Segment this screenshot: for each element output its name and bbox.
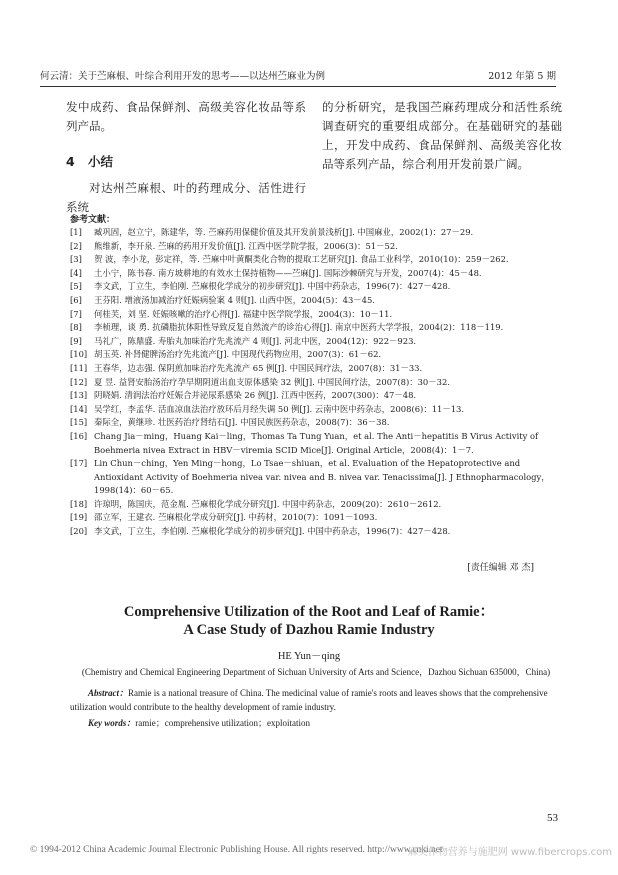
responsible-editor: [责任编辑 邓 杰]: [467, 563, 534, 573]
english-affiliation: (Chemistry and Chemical Engineering Department of Sichuan University of Arts and Science，Dazhou Sichuan 635000，China): [81, 667, 551, 677]
body-paragraph: 的分析研究，是我国苎麻药理成分和活性系统调查研究的重要组成部分。在基础研究的基础上，开发中成药、食品保鲜剂、高级美容化妆品等系列产品，综合利用开发前景广阔。: [322, 100, 562, 171]
watermark-text: 麻类作物营养与施肥网 www.fibercrops.com: [407, 847, 612, 858]
reference-number: [7]: [70, 308, 82, 319]
section-number: 4: [66, 154, 75, 169]
reference-item: [70, 308, 560, 322]
reference-item: [70, 348, 560, 362]
references-list: [70, 226, 560, 539]
reference-text: 臧巩固，赵立宁，陈建华，等. 苎麻药用保健价值及其开发前景浅析[J]. 中国麻业，2002(1)：27－29.: [94, 227, 474, 237]
running-head-title: 何云清：关于苎麻根、叶综合利用开发的思考——以达州苎麻业为例: [40, 71, 326, 82]
reference-number: [2]: [70, 240, 82, 251]
reference-text: 马礼广，陈鼎盛. 寿胎丸加味治疗先兆流产 4 则[J]. 河北中医，2004(12)：922－923.: [94, 335, 417, 346]
reference-text: 李桢理，谈 勇. 抗磷脂抗体阳性导致反复自然流产的诊治心得[J]. 南京中医药大学学报，2004(2)：118－119.: [94, 322, 504, 333]
english-abstract: [70, 686, 558, 714]
reference-text: Chang Jia－ming，Huang Kai－ling，Thomas Ta Tung Yuan，et al. The Anti－hepatitis B Virus Activity of Boehmeria nivea Extract in HBV－viremia SCID Mice[J]. Original Article，2008(4)：1－7.: [94, 430, 539, 455]
running-head-issue: 2012 年第 5 期: [488, 71, 556, 82]
reference-text: 土小宁，陈书春. 南方坡耕地的有效水土保持植物——苎麻[J]. 国际沙棘研究与开发，2007(4)：45－48.: [94, 267, 482, 278]
reference-number: [13]: [70, 390, 88, 401]
reference-number: [12]: [70, 376, 88, 387]
reference-item: [70, 403, 560, 417]
reference-text: 李文武，丁立生，李伯刚. 苎麻根化学成分的初步研究[J]. 中国中药杂志，1996(7)：427－428.: [94, 526, 451, 537]
reference-number: [16]: [70, 430, 88, 441]
reference-item: [70, 389, 560, 403]
reference-item: [70, 498, 560, 512]
reference-number: [1]: [70, 227, 82, 237]
reference-item: [70, 321, 560, 335]
page-number: 53: [547, 812, 558, 824]
reference-number: [18]: [70, 498, 88, 509]
reference-text: 许琼明，陈国庆，范金胤. 苎麻根化学成分研究[J]. 中国中药杂志，2009(20)：2610－2612.: [94, 498, 442, 509]
header-rule: [40, 86, 556, 87]
reference-text: 熊维新，李开泉. 苎麻的药用开发价值[J]. 江西中医学院学报，2006(3)：51－52.: [94, 240, 398, 251]
reference-number: [19]: [70, 512, 88, 523]
reference-number: [6]: [70, 294, 82, 305]
reference-item: [70, 430, 560, 457]
keywords-text: ramie；comprehensive utilization；exploitation: [135, 718, 310, 728]
reference-number: [14]: [70, 403, 88, 414]
english-title-line2: A Case Study of Dazhou Ramie Industry: [183, 622, 435, 638]
reference-number: [3]: [70, 254, 82, 265]
reference-item: [70, 226, 560, 240]
copyright-notice: © 1994-2012 China Academic Journal Electronic Publishing House. All rights reserved. http://www.cnki.net: [30, 845, 443, 855]
reference-number: [8]: [70, 322, 82, 333]
reference-number: [9]: [70, 335, 82, 346]
reference-text: 李文武，丁立生，李伯刚. 苎麻根化学成分的初步研究[J]. 中国中药杂志，1996(7)：427－428.: [94, 281, 451, 292]
reference-item: [70, 280, 560, 294]
reference-text: 秦际全，黄继珍. 壮医药治疗肾结石[J]. 中国民族医药杂志，2008(7)：36－38.: [94, 417, 390, 428]
reference-item: [70, 267, 560, 281]
body-column-right: [322, 98, 562, 174]
reference-item: [70, 253, 560, 267]
reference-text: Lin Chun－ching，Yen Ming－hong，Lo Tsae－shiuan，et al. Evaluation of the Hepatoprotective and Antioxidant Activity of Boehmeria nivea var. nivea and B. nivea var. Tenacissima[J]. J Ethnopharmacology，1998(14)：60－65.: [94, 458, 550, 496]
english-keywords: [70, 716, 558, 729]
reference-text: 王春华，边志强. 保阴煎加味治疗先兆流产 65 例[J]. 中国民间疗法，2007(8)：31－33.: [94, 362, 423, 373]
reference-number: [20]: [70, 526, 88, 537]
reference-text: 邵立军，王建衣. 苎麻根化学成分研究[J]. 中药材，2010(7)：1091－1093.: [94, 512, 378, 523]
reference-number: [17]: [70, 458, 88, 469]
english-title-line1: Comprehensive Utilization of the Root and Leaf of Ramie：: [123, 604, 495, 620]
reference-number: [4]: [70, 267, 82, 278]
reference-text: 夏 昱. 益肾安胎汤治疗孕早期阴道出血支原体感染 32 例[J]. 中国民间疗法，2007(8)：30－32.: [94, 376, 450, 387]
body-column-left: [66, 98, 306, 217]
reference-item: [70, 335, 560, 349]
body-paragraph: 发中成药、食品保鲜剂、高级美容化妆品等系列产品。: [66, 100, 306, 133]
reference-number: [11]: [70, 362, 88, 373]
reference-text: 胡玉英. 补肾健脾汤治疗先兆流产[J]. 中国现代药物应用，2007(3)：61－62.: [94, 349, 382, 360]
references-heading: 参考文献：: [70, 215, 116, 225]
reference-text: 吴学红，李孟华. 活血凉血法治疗放环后月经失调 50 例[J]. 云南中医中药杂志，2008(6)：11－13.: [94, 403, 465, 414]
reference-number: [5]: [70, 281, 82, 292]
reference-item: [70, 511, 560, 525]
keywords-label: Key words：: [88, 718, 136, 728]
english-author: HE Yun－qing: [277, 651, 341, 662]
reference-item: [70, 525, 560, 539]
reference-text: 贺 波，李小龙，彭定祥，等. 苎麻中叶黄酮类化合物的提取工艺研究[J]. 食品工业科学，2010(10)：259－262.: [94, 254, 509, 265]
reference-item: [70, 240, 560, 254]
reference-item: [70, 362, 560, 376]
reference-number: [15]: [70, 417, 88, 428]
body-paragraph: 对达州苎麻根、叶的药理成分、活性进行系统: [66, 181, 306, 214]
section-heading: [66, 152, 306, 171]
reference-item: [70, 294, 560, 308]
reference-item: [70, 457, 560, 498]
reference-number: [10]: [70, 349, 88, 360]
reference-text: 阴晓娟. 清润法治疗妊娠合并泌尿系感染 26 例[J]. 江西中医药，2007(300)：47－48.: [94, 390, 417, 401]
reference-item: [70, 376, 560, 390]
section-title: 小结: [88, 154, 114, 169]
reference-text: 王芬阳. 增液汤加减治疗妊娠病验案 4 则[J]. 山西中医，2004(5)：43－45.: [94, 294, 375, 305]
running-head: [40, 66, 556, 82]
reference-item: [70, 416, 560, 430]
abstract-text: Ramie is a national treasure of China. The medicinal value of ramie's roots and leaves shows that the comprehensive utilization would contribute to the healthy development of ramie industry.: [70, 688, 548, 712]
reference-text: 何桂芙，刘 坚. 妊娠咳嗽的治疗心得[J]. 福建中医学院学报，2004(3)：10－11.: [94, 308, 393, 319]
abstract-label: Abstract：: [88, 688, 129, 698]
